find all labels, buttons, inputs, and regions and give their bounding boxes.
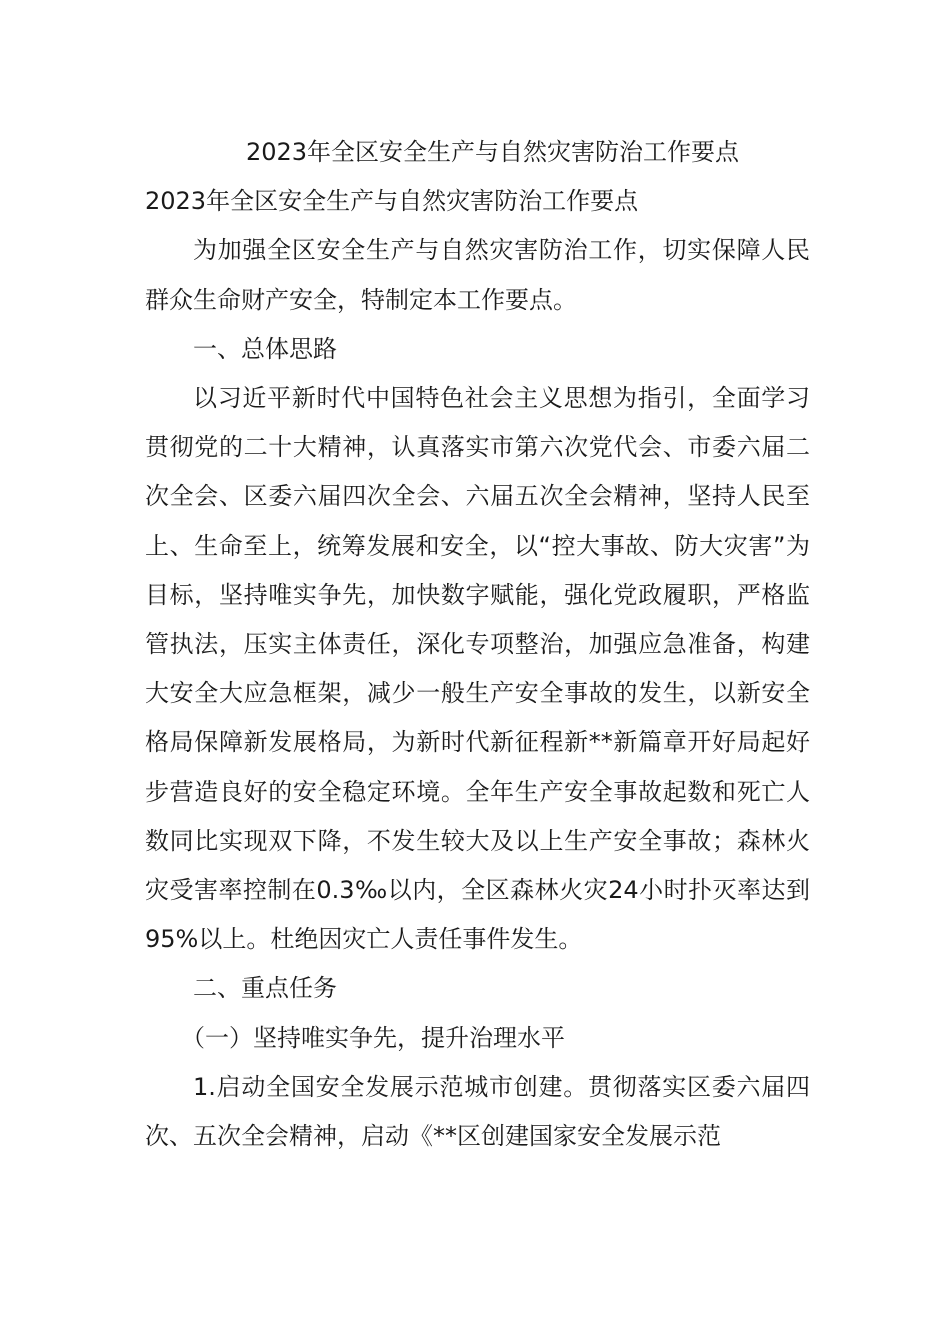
subsection-heading-governance: （一）坚持唯实争先，提升治理水平 [181,1023,565,1052]
overall-approach-paragraph: 以习近平新时代中国特色社会主义思想为指引，全面学习贯彻党的二十大精神，认真落实市第六次党代会、市委六届二次全会、区委六届四次全会、六届五次全会精神，坚持人民至上、生命至上，统筹发展和安全，以“控大事故、防大灾害”为目标，坚持唯实争先，加快数字赋能，强化党政履职，严格监管执法，压实主体责任，深化专项整治，加强应急准备，构建大安全大应急框架，减少一般生产安全事故的发生，以新安全格局保障新发展格局，为新时代新征程新**新篇章开好局起好步营造良好的安全稳定环境。全年生产安全事故起数和死亡人数同比实现双下降，不发生较大及以上生产安全事故；森林火灾受害率控制在0.3‰以内，全区森林火灾24小时扑灭率达到95%以上。杜绝因灾亡人责任事件发生。 [145,384,810,954]
section-heading-key-tasks: 二、重点任务 [193,974,337,1003]
document-title-repeat: 2023年全区安全生产与自然灾害防治工作要点 [145,187,639,216]
document-title: 2023年全区安全生产与自然灾害防治工作要点 [245,138,740,166]
intro-paragraph: 为加强全区安全生产与自然灾害防治工作，切实保障人民群众生命财产安全，特制定本工作要点。 [145,236,810,314]
document-body [145,128,810,1161]
section-heading-overall: 一、总体思路 [193,334,337,363]
task-item-1-paragraph: 1.启动全国安全发展示范城市创建。贯彻落实区委六届四次、五次全会精神，启动《**区创建国家安全发展示范 [145,1072,810,1151]
